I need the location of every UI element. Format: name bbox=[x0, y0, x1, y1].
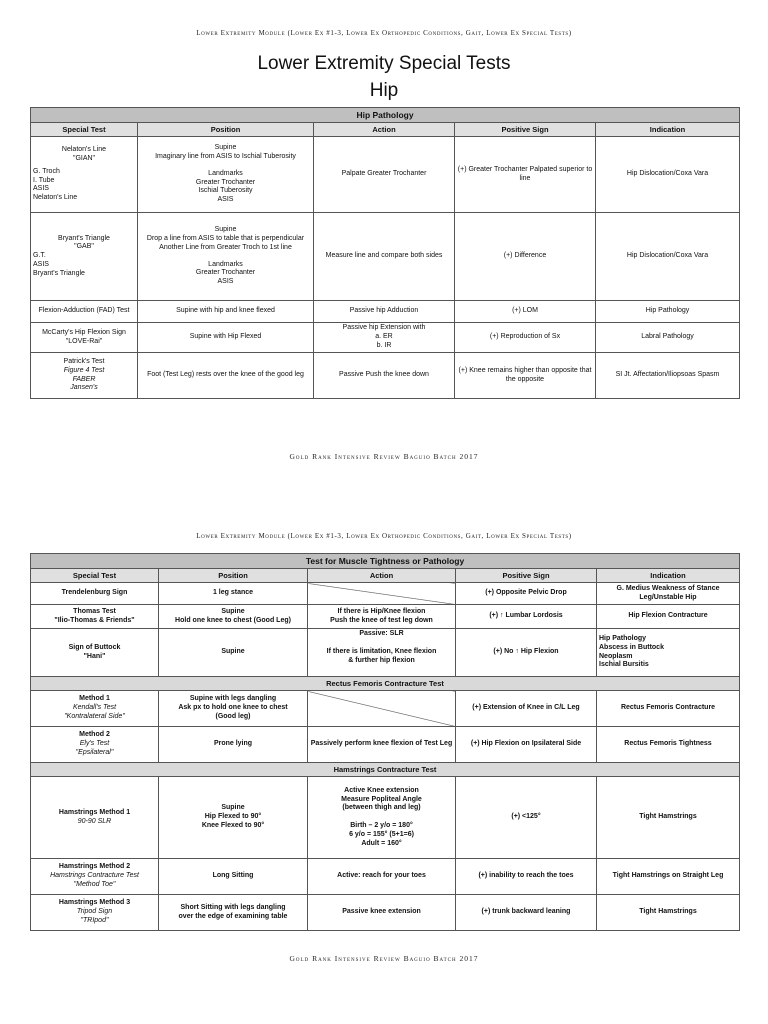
position-line: Hold one knee to chest (Good Leg) bbox=[175, 616, 291, 624]
test-name: Bryant's Triangle bbox=[58, 234, 110, 242]
action-cell bbox=[314, 323, 455, 353]
table-row bbox=[31, 323, 740, 353]
position-line: ASIS bbox=[217, 278, 234, 285]
table-row bbox=[31, 895, 740, 931]
column-header: Indication bbox=[596, 123, 740, 137]
position-cell bbox=[138, 213, 314, 301]
action-cell: Measure line and compare both sides bbox=[314, 213, 455, 301]
position-line: Supine bbox=[214, 226, 237, 234]
page-subtitle: Hip bbox=[369, 80, 399, 101]
test-alias: Kendall's Test bbox=[72, 704, 117, 712]
action-line: & further hip flexion bbox=[348, 656, 415, 664]
test-name: Hamstrings Method 1 bbox=[58, 808, 131, 816]
spacer bbox=[140, 253, 311, 261]
test-alias: "Method Toe" bbox=[73, 880, 116, 888]
positive-sign-cell: (+) inability to reach the toes bbox=[456, 859, 597, 895]
action-line: b. IR bbox=[376, 341, 392, 349]
hip-pathology-table bbox=[30, 107, 740, 399]
indication-cell: Hip Pathology bbox=[596, 301, 740, 323]
spacer bbox=[310, 639, 453, 648]
page1-footer: Gold Rank Intensive Review Baguio Batch 2017 bbox=[289, 452, 479, 461]
special-test-cell bbox=[31, 605, 159, 629]
position-line: over the edge of examining table bbox=[178, 912, 288, 920]
position-cell: Supine with hip and knee flexed bbox=[138, 301, 314, 323]
position-cell bbox=[138, 137, 314, 213]
action-line: Adult = 160° bbox=[361, 839, 402, 847]
test-alias: 90-90 SLR bbox=[77, 817, 112, 825]
test-name: McCarty's Hip Flexion Sign bbox=[42, 328, 126, 336]
positive-sign-cell: (+) No ↑ Hip Flexion bbox=[456, 629, 597, 677]
position-line: Drop a line from ASIS to table that is perpendicular bbox=[146, 235, 305, 242]
table-row bbox=[31, 859, 740, 895]
action-cell: Palpate Greater Trochanter bbox=[314, 137, 455, 213]
test-mnemonic: "GAB" bbox=[74, 243, 94, 251]
position-line: Ischial Tuberosity bbox=[198, 187, 253, 195]
position-cell: Long Sitting bbox=[159, 859, 308, 895]
action-cell bbox=[308, 629, 456, 677]
table-row bbox=[31, 213, 740, 301]
test-name: Sign of Buttock bbox=[68, 643, 121, 651]
position-line: Landmarks bbox=[208, 260, 243, 268]
table-row bbox=[31, 727, 740, 763]
mnemonic-line: ASIS bbox=[33, 260, 49, 268]
position-line: Hip Flexed to 90° bbox=[204, 813, 262, 821]
position-line: Short Sitting with legs dangling bbox=[180, 903, 286, 911]
column-header: Action bbox=[308, 569, 456, 583]
indication-cell bbox=[597, 629, 740, 677]
special-test-cell bbox=[31, 353, 138, 399]
test-mnemonic: "Hani" bbox=[83, 652, 106, 660]
action-cell: Passive Push the knee down bbox=[314, 353, 455, 399]
position-cell bbox=[159, 691, 308, 727]
special-test-cell: Trendelenburg Sign bbox=[31, 583, 159, 605]
test-name: Patrick's Test bbox=[63, 358, 105, 365]
position-line: Greater Trochanter bbox=[195, 178, 256, 186]
special-test-cell bbox=[31, 895, 159, 931]
special-test-cell bbox=[31, 323, 138, 353]
test-name: Method 1 bbox=[79, 695, 110, 703]
table-title: Test for Muscle Tightness or Pathology bbox=[31, 554, 740, 569]
positive-sign-cell: (+) Opposite Pelvic Drop bbox=[456, 583, 597, 605]
position-line: Supine bbox=[214, 144, 237, 152]
position-line: Imaginary line from ASIS to Ischial Tuberosity bbox=[155, 153, 296, 160]
position-cell: Supine bbox=[159, 629, 308, 677]
mnemonic-line: G.T. bbox=[33, 252, 46, 260]
test-alias: Figure 4 Test bbox=[63, 366, 105, 374]
test-mnemonic: "GIAN" bbox=[72, 155, 96, 162]
position-line: ASIS bbox=[217, 196, 234, 203]
test-alias: Jansen's bbox=[70, 384, 98, 392]
indication-cell: G. Medius Weakness of Stance Leg/Unstable Hip bbox=[597, 583, 740, 605]
indication-cell: Hip Flexion Contracture bbox=[597, 605, 740, 629]
table-row bbox=[31, 691, 740, 727]
table-row bbox=[31, 353, 740, 399]
mnemonic-line: Nelaton's Line bbox=[33, 194, 78, 201]
positive-sign-cell: (+) ↑ Lumbar Lordosis bbox=[456, 605, 597, 629]
action-cell: Passive knee extension bbox=[308, 895, 456, 931]
position-cell bbox=[159, 777, 308, 859]
action-line: Passive hip Extension with bbox=[342, 324, 426, 332]
test-alias: "TRIpod" bbox=[80, 916, 109, 924]
mnemonic-line: I. Tube bbox=[33, 176, 55, 184]
column-header: Action bbox=[314, 123, 455, 137]
empty-action-cell bbox=[308, 583, 456, 605]
special-test-cell: Flexion-Adduction (FAD) Test bbox=[31, 301, 138, 323]
column-header: Positive Sign bbox=[456, 569, 597, 583]
positive-sign-cell: (+) Reproduction of Sx bbox=[455, 323, 596, 353]
position-cell: Foot (Test Leg) rests over the knee of the good leg bbox=[138, 353, 314, 399]
indication-line: Hip Pathology bbox=[599, 635, 647, 642]
positive-sign-cell: (+) Greater Trochanter Palpated superior to line bbox=[455, 137, 596, 213]
indication-cell: Rectus Femoris Tightness bbox=[597, 727, 740, 763]
action-cell bbox=[308, 605, 456, 629]
special-test-cell bbox=[31, 777, 159, 859]
action-line: Measure Popliteal Angle bbox=[341, 795, 422, 803]
section-title: Rectus Femoris Contracture Test bbox=[31, 677, 740, 691]
section-title: Hamstrings Contracture Test bbox=[31, 763, 740, 777]
test-mnemonic: "Ilio-Thomas & Friends" bbox=[54, 616, 135, 624]
indication-cell: Labral Pathology bbox=[596, 323, 740, 353]
column-header: Position bbox=[159, 569, 308, 583]
action-line: 6 y/o = 155° (5+1=6) bbox=[349, 830, 414, 838]
indication-cell: Hip Dislocation/Coxa Vara bbox=[596, 213, 740, 301]
action-cell bbox=[308, 777, 456, 859]
positive-sign-cell: (+) Difference bbox=[455, 213, 596, 301]
position-line: Greater Trochanter bbox=[195, 269, 256, 277]
column-header: Positive Sign bbox=[455, 123, 596, 137]
test-name: Method 2 bbox=[79, 731, 110, 739]
positive-sign-cell: (+) trunk backward leaning bbox=[456, 895, 597, 931]
action-cell: Passive hip Adduction bbox=[314, 301, 455, 323]
special-test-cell bbox=[31, 629, 159, 677]
test-alias: Hamstrings Contracture Test bbox=[50, 872, 139, 880]
special-test-cell bbox=[31, 859, 159, 895]
mnemonic-line: ASIS bbox=[33, 185, 49, 193]
column-header: Indication bbox=[597, 569, 740, 583]
position-line: Knee Flexed to 90° bbox=[201, 821, 265, 829]
indication-cell: Tight Hamstrings on Straight Leg bbox=[597, 859, 740, 895]
table-row bbox=[31, 301, 740, 323]
test-alias: "Kontralateral Side" bbox=[64, 712, 125, 720]
table-row bbox=[31, 777, 740, 859]
test-alias: FABER bbox=[72, 375, 96, 383]
position-line: Another Line from Greater Troch to 1st line bbox=[159, 243, 292, 251]
action-line: Birth – 2 y/o = 180° bbox=[350, 822, 413, 829]
table-row bbox=[31, 605, 740, 629]
position-cell bbox=[159, 605, 308, 629]
page2-header: Lower Extremity Module (Lower Ex #1-3, Lower Ex Orthopedic Conditions, Gait, Lower Ex Special Tests) bbox=[196, 532, 572, 540]
indication-cell: SI Jt. Affectation/Iliopsoas Spasm bbox=[596, 353, 740, 399]
test-name: Nelaton's Line bbox=[61, 146, 107, 154]
special-test-cell bbox=[31, 137, 138, 213]
action-cell: Passively perform knee flexion of Test Leg bbox=[308, 727, 456, 763]
position-line: Landmarks bbox=[208, 169, 243, 177]
muscle-tightness-table bbox=[30, 553, 740, 931]
test-alias: Ely's Test bbox=[79, 740, 110, 748]
special-test-cell bbox=[31, 213, 138, 301]
action-line: (between thigh and leg) bbox=[342, 804, 421, 812]
positive-sign-cell: (+) Knee remains higher than opposite that the opposite bbox=[455, 353, 596, 399]
column-header: Position bbox=[138, 123, 314, 137]
position-cell: Prone lying bbox=[159, 727, 308, 763]
test-alias: Tripod Sign bbox=[76, 908, 113, 916]
positive-sign-cell: (+) LOM bbox=[455, 301, 596, 323]
positive-sign-cell: (+) <125° bbox=[456, 777, 597, 859]
empty-action-cell bbox=[308, 691, 456, 727]
action-line: If there is limitation, Knee flexion bbox=[326, 647, 437, 655]
action-line: Push the knee of test leg down bbox=[330, 616, 433, 624]
indication-line: Neoplasm bbox=[599, 652, 633, 660]
spacer bbox=[140, 162, 311, 170]
table-row bbox=[31, 137, 740, 213]
indication-cell: Tight Hamstrings bbox=[597, 777, 740, 859]
table-title: Hip Pathology bbox=[31, 108, 740, 123]
test-alias: "Epsilateral" bbox=[75, 748, 114, 756]
indication-cell: Rectus Femoris Contracture bbox=[597, 691, 740, 727]
position-line: Supine bbox=[221, 804, 245, 812]
positive-sign-cell: (+) Extension of Knee in C/L Leg bbox=[456, 691, 597, 727]
spacer bbox=[310, 813, 453, 822]
positive-sign-cell: (+) Hip Flexion on Ipsilateral Side bbox=[456, 727, 597, 763]
table-row bbox=[31, 629, 740, 677]
action-line: Passive: SLR bbox=[359, 630, 404, 637]
special-test-cell bbox=[31, 691, 159, 727]
page2-footer: Gold Rank Intensive Review Baguio Batch 2017 bbox=[289, 954, 479, 963]
position-line: (Good leg) bbox=[215, 712, 251, 720]
column-header: Special Test bbox=[31, 569, 159, 583]
indication-cell: Hip Dislocation/Coxa Vara bbox=[596, 137, 740, 213]
indication-line: Ischial Bursitis bbox=[599, 661, 649, 669]
column-header: Special Test bbox=[31, 123, 138, 137]
mnemonic-line: Bryant's Triangle bbox=[33, 269, 85, 277]
page-title: Lower Extremity Special Tests bbox=[257, 53, 511, 74]
action-line: Active Knee extension bbox=[344, 786, 419, 794]
mnemonic-line: G. Troch bbox=[33, 167, 60, 175]
table-row bbox=[31, 583, 740, 605]
indication-cell: Tight Hamstrings bbox=[597, 895, 740, 931]
indication-line: Abscess in Buttock bbox=[599, 643, 664, 651]
position-cell: Supine with Hip Flexed bbox=[138, 323, 314, 353]
position-line: Supine with legs dangling bbox=[189, 695, 277, 703]
test-name: Hamstrings Method 3 bbox=[58, 899, 131, 907]
position-line: Supine bbox=[221, 607, 245, 615]
test-name: Thomas Test bbox=[73, 607, 116, 615]
action-line: If there is Hip/Knee flexion bbox=[337, 607, 426, 615]
position-cell: 1 leg stance bbox=[159, 583, 308, 605]
position-cell bbox=[159, 895, 308, 931]
test-mnemonic: "LOVE-Rai" bbox=[65, 337, 103, 345]
special-test-cell bbox=[31, 727, 159, 763]
test-name: Hamstrings Method 2 bbox=[58, 863, 131, 871]
action-cell: Active: reach for your toes bbox=[308, 859, 456, 895]
action-line: a. ER bbox=[375, 333, 393, 341]
page1-header: Lower Extremity Module (Lower Ex #1-3, Lower Ex Orthopedic Conditions, Gait, Lower Ex Special Tests) bbox=[196, 29, 572, 37]
position-line: Ask px to hold one knee to chest bbox=[178, 704, 288, 712]
